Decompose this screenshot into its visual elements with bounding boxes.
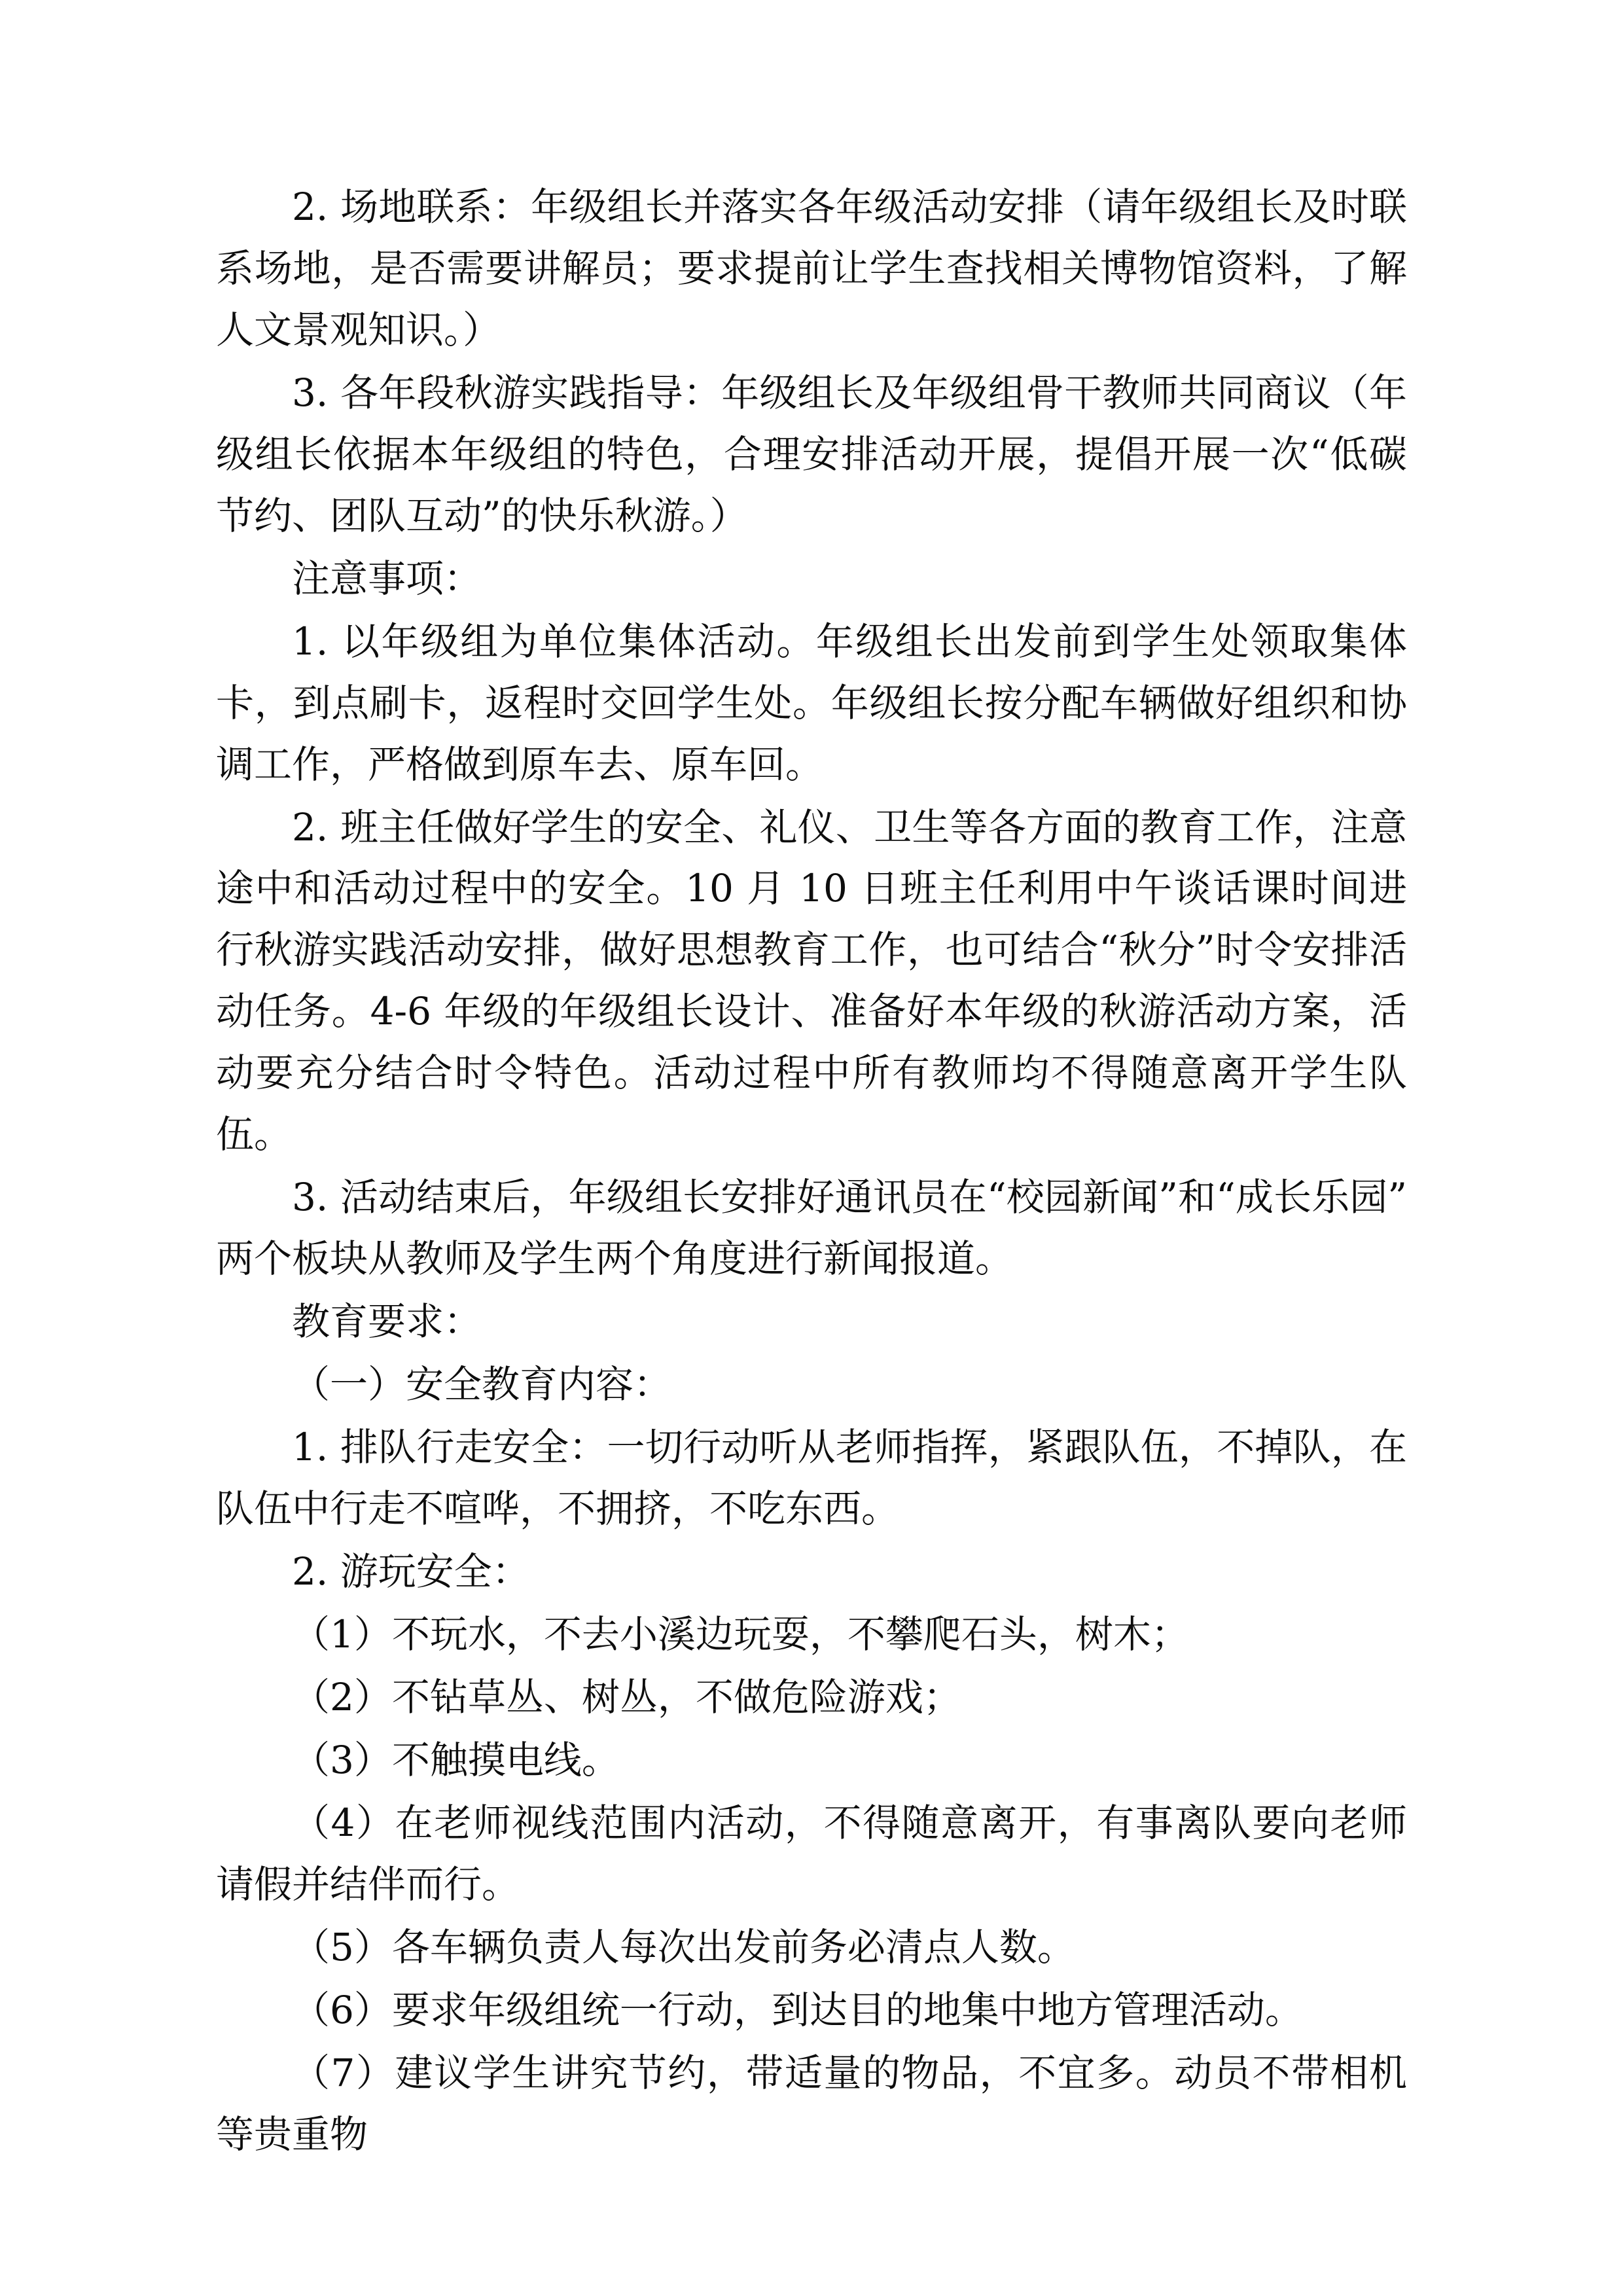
paragraph-note-2: 2. 班主任做好学生的安全、礼仪、卫生等各方面的教育工作，注意途中和活动过程中的安全。10 月 10 日班主任利用中午谈话课时间进行秋游实践活动安排，做好思想教育工作，也可结合“秋分”时令安排活动任务。4-6 年级的年级组长设计、准备好本年级的秋游活动方案，活动要充分结合时令特色。活动过程中所有教师均不得随意离开学生队伍。: [216, 804, 1407, 1157]
paragraph-venue-contact: 2. 场地联系：年级组长并落实各年级活动安排（请年级组长及时联系场地，是否需要讲解员；要求提前让学生查找相关博物馆资料，了解人文景观知识。）: [216, 185, 1407, 352]
paragraph-safety-2-7: （7）建议学生讲究节约，带适量的物品，不宜多。动员不带相机等贵重物: [216, 2050, 1407, 2157]
paragraph-note-1: 1. 以年级组为单位集体活动。年级组长出发前到学生处领取集体卡，到点刷卡，返程时交回学生处。年级组长按分配车辆做好组织和协调工作，严格做到原车去、原车回。: [216, 619, 1407, 787]
heading-notes: 注意事项：: [292, 556, 482, 601]
heading-safety-education: （一）安全教育内容：: [292, 1362, 672, 1407]
heading-education-requirements: 教育要求：: [292, 1299, 482, 1344]
paragraph-safety-2-1: （1）不玩水，不去小溪边玩耍，不攀爬石头，树木；: [292, 1611, 1189, 1657]
paragraph-grade-guidance: 3. 各年段秋游实践指导：年级组长及年级组骨干教师共同商议（年级组长依据本年级组的特色，合理安排活动开展，提倡开展一次“低碳节约、团队互动”的快乐秋游。）: [216, 370, 1407, 538]
paragraph-safety-2-2: （2）不钻草丛、树丛，不做危险游戏；: [292, 1674, 961, 1719]
paragraph-safety-2: 2. 游玩安全：: [292, 1549, 530, 1594]
paragraph-note-3: 3. 活动结束后，年级组长安排好通讯员在“校园新闻”和“成长乐园”两个板块从教师及学生两个角度进行新闻报道。: [216, 1175, 1407, 1282]
paragraph-safety-1: 1. 排队行走安全：一切行动听从老师指挥，紧跟队伍，不掉队，在队伍中行走不喧哗，不拥挤，不吃东西。: [216, 1425, 1407, 1532]
paragraph-safety-2-4: （4）在老师视线范围内活动，不得随意离开，有事离队要向老师请假并结伴而行。: [216, 1800, 1407, 1907]
document-body: [216, 177, 1407, 2166]
paragraph-safety-2-6: （6）要求年级组统一行动，到达目的地集中地方管理活动。: [292, 1987, 1303, 2032]
paragraph-safety-2-3: （3）不触摸电线。: [292, 1737, 620, 1782]
paragraph-safety-2-5: （5）各车辆负责人每次出发前务必清点人数。: [292, 1924, 1075, 1969]
